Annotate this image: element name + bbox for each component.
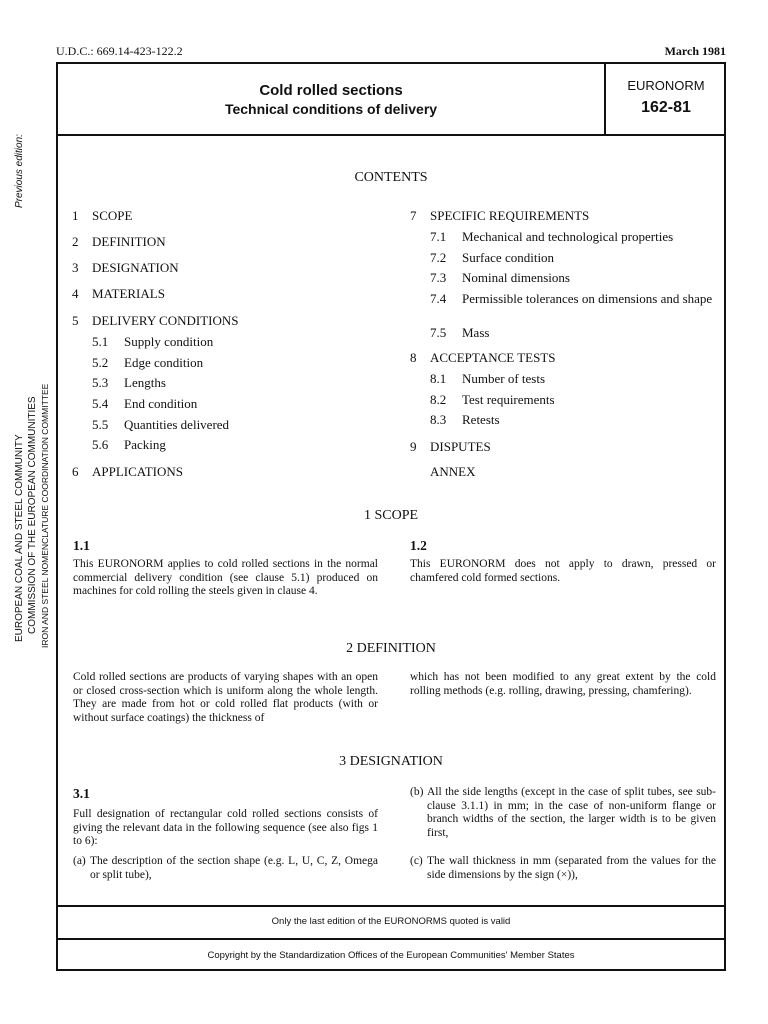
contents-item-label: End condition xyxy=(124,396,198,411)
contents-item xyxy=(410,208,720,224)
contents-item xyxy=(72,208,392,224)
contents-item-number: 5.2 xyxy=(92,355,109,370)
contents-item-number: 5 xyxy=(72,313,79,328)
contents-item xyxy=(92,355,392,371)
contents-item-label: Packing xyxy=(124,437,166,452)
contents-item xyxy=(92,417,392,433)
contents-item xyxy=(72,286,392,302)
contents-item-number: 6 xyxy=(72,464,79,479)
definition-text-left: Cold rolled sections are products of varying shapes with an open or closed cross-section which is uniform along the whole length. They are made from hot or cold rolled flat products (with or without surface coatings) the thickness of xyxy=(73,671,378,724)
clause-1-2-number: 1.2 xyxy=(410,538,427,553)
euronorm-label: EURONORM xyxy=(627,78,705,93)
contents-item xyxy=(410,350,720,366)
contents-item-number: 3 xyxy=(72,260,79,275)
contents-item-label: Nominal dimensions xyxy=(462,270,570,285)
contents-item-label: APPLICATIONS xyxy=(92,464,184,479)
contents-item-label: Lengths xyxy=(124,375,166,390)
copyright-notice: Copyright by the Standardization Offices of the European Communities' Member States xyxy=(207,950,575,961)
contents-item xyxy=(72,313,392,329)
header-divider xyxy=(56,134,726,136)
contents-item-label: DISPUTES xyxy=(430,439,491,454)
contents-item-label: MATERIALS xyxy=(92,286,165,301)
contents-item-label: Supply condition xyxy=(124,334,214,349)
contents-item-label: Permissible tolerances on dimensions and shape xyxy=(462,291,713,306)
contents-item-label: SPECIFIC REQUIREMENTS xyxy=(430,208,590,223)
contents-item-number: 5.1 xyxy=(92,334,109,349)
contents-item xyxy=(430,392,720,408)
contents-item-number: 8.2 xyxy=(430,392,447,407)
item-a xyxy=(73,855,378,882)
contents-item-number: 5.4 xyxy=(92,396,109,411)
contents-item-label: Quantities delivered xyxy=(124,417,230,432)
item-c xyxy=(410,855,716,882)
document-title: Cold rolled sections xyxy=(259,82,403,99)
contents-item xyxy=(430,229,720,245)
contents-item-number: 8.3 xyxy=(430,412,447,427)
contents-item-number: 4 xyxy=(72,286,79,301)
euronorm-number: 162-81 xyxy=(641,99,691,116)
contents-item xyxy=(430,250,720,266)
contents-item xyxy=(410,464,720,480)
clause-3-1-intro: Full designation of rectangular cold rolled sections consists of giving the relevant data in the following sequence (see also figs 1 to 6): xyxy=(73,808,378,847)
issue-date: March 1981 xyxy=(664,44,726,58)
publisher-commission: COMMISSION OF THE EUROPEAN COMMUNITIES xyxy=(27,396,38,634)
document-subtitle: Technical conditions of delivery xyxy=(224,101,438,117)
item-c-label: (c) xyxy=(410,855,423,867)
definition-text-right: which has not been modified to any great extent by the cold rolling methods (e.g. rolling, drawing, pressing, chamfering). xyxy=(410,671,716,697)
contents-item-label: Retests xyxy=(462,412,500,427)
publisher-committee: IRON AND STEEL NOMENCLATURE COORDINATION COMMITTEE xyxy=(40,383,50,648)
contents-left-column xyxy=(72,208,392,498)
contents-item-number: 8 xyxy=(410,350,417,365)
contents-item-number: 7.1 xyxy=(430,229,447,244)
contents-item xyxy=(410,439,720,455)
contents-item xyxy=(430,371,720,387)
contents-item xyxy=(92,334,392,350)
contents-item-number: 7.5 xyxy=(430,325,447,340)
contents-item-number: 1 xyxy=(72,208,79,223)
contents-item-number: 5.5 xyxy=(92,417,109,432)
contents-item-label: DESIGNATION xyxy=(92,260,179,275)
contents-right-column xyxy=(410,208,720,498)
contents-item-label: DEFINITION xyxy=(92,234,166,249)
publisher-ecsc: EUROPEAN COAL AND STEEL COMMUNITY xyxy=(14,434,25,642)
contents-item-number: 7 xyxy=(410,208,417,223)
contents-item-number: 7.3 xyxy=(430,270,447,285)
scope-heading: 1 SCOPE xyxy=(363,508,419,523)
contents-item-label: Test requirements xyxy=(462,392,555,407)
contents-item-label: SCOPE xyxy=(92,208,133,223)
designation-heading: 3 DESIGNATION xyxy=(339,754,443,769)
clause-1-2-text: This EURONORM does not apply to drawn, pressed or chamfered cold formed sections. xyxy=(410,558,716,584)
contents-item xyxy=(72,464,392,480)
contents-item-label: DELIVERY CONDITIONS xyxy=(92,313,239,328)
contents-item-label: Mass xyxy=(462,325,490,340)
contents-item xyxy=(430,412,720,428)
item-a-label: (a) xyxy=(73,855,86,867)
contents-item-number: 7.2 xyxy=(430,250,447,265)
contents-item-number: 2 xyxy=(72,234,79,249)
contents-item-number: 8.1 xyxy=(430,371,447,386)
item-b-label: (b) xyxy=(410,786,424,798)
contents-item xyxy=(72,260,392,276)
contents-item-label: Mechanical and technological properties xyxy=(462,229,674,244)
contents-item-number: 5.6 xyxy=(92,437,109,452)
definition-heading: 2 DEFINITION xyxy=(346,641,436,656)
item-c-text: The wall thickness in mm (separated from the values for the side dimensions by the sign (×)), xyxy=(427,855,716,881)
contents-item-label: Number of tests xyxy=(462,371,546,386)
item-b-text: All the side lengths (except in the case of split tubes, see sub-clause 3.1.1) in mm; in the case of non-uniform flange or branch widths of the section, the larger width is to be given first, xyxy=(427,786,716,839)
item-b xyxy=(410,786,716,840)
contents-item xyxy=(72,234,392,250)
clause-3-1-number: 3.1 xyxy=(73,786,90,801)
contents-item xyxy=(92,437,392,453)
footer-divider-1 xyxy=(56,905,726,907)
contents-item xyxy=(92,375,392,391)
contents-item-number: 7.4 xyxy=(430,291,447,306)
contents-item xyxy=(92,396,392,412)
contents-heading: CONTENTS xyxy=(354,170,428,185)
udc-code: U.D.C.: 669.14-423-122.2 xyxy=(56,44,183,58)
contents-item-label: Edge condition xyxy=(124,355,204,370)
contents-item-label: ACCEPTANCE TESTS xyxy=(430,350,556,365)
contents-item-label: ANNEX xyxy=(430,464,476,479)
clause-1-1-number: 1.1 xyxy=(73,538,90,553)
contents-item xyxy=(430,325,720,341)
contents-item-label: Surface condition xyxy=(462,250,555,265)
footer-note: Only the last edition of the EURONORMS quoted is valid xyxy=(271,916,511,927)
contents-item xyxy=(430,291,720,307)
contents-item xyxy=(430,270,720,286)
footer-divider-2 xyxy=(56,938,726,940)
contents-item-number: 9 xyxy=(410,439,417,454)
previous-edition-label: Previous edition: xyxy=(14,134,25,208)
clause-1-1-text: This EURONORM applies to cold rolled sections in the normal commercial delivery condition (see clause 5.1) produced on machines for cold rolling the steels given in clause 4. xyxy=(73,558,378,597)
contents-item-number: 5.3 xyxy=(92,375,109,390)
item-a-text: The description of the section shape (e.g. L, U, C, Z, Omega or split tube), xyxy=(90,855,378,881)
